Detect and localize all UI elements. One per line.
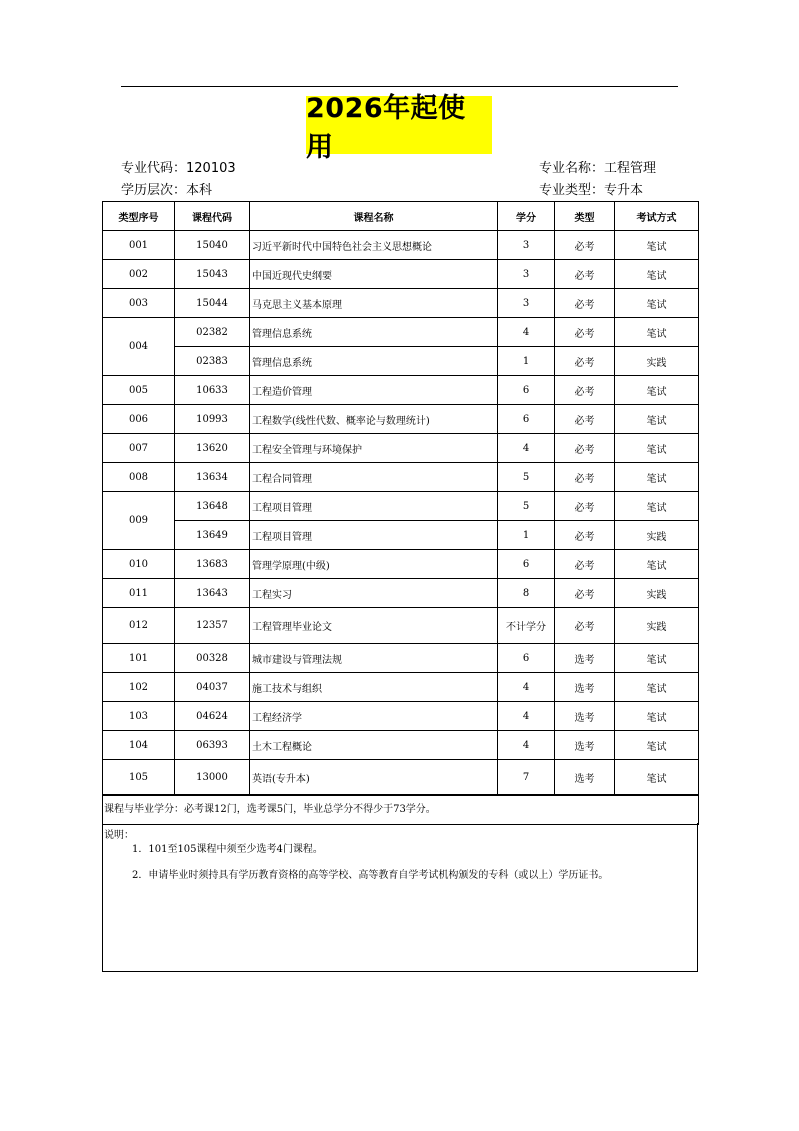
- notes-heading: 说明：: [104, 830, 134, 841]
- cell-name: 工程项目管理: [250, 521, 498, 550]
- table-row: [103, 702, 699, 731]
- cell-type: 必考: [555, 434, 615, 463]
- table-row: [103, 760, 699, 796]
- note-item: 1．101至105课程中须至少选考4门课程。: [132, 844, 323, 855]
- cell-credit: 8: [498, 579, 555, 608]
- cell-seq: 003: [103, 289, 175, 318]
- table-row: [103, 405, 699, 434]
- cell-credit: 6: [498, 644, 555, 673]
- cell-credit: 4: [498, 731, 555, 760]
- cell-seq: 101: [103, 644, 175, 673]
- cell-name: 城市建设与管理法规: [250, 644, 498, 673]
- cell-type: 选考: [555, 760, 615, 796]
- cell-exam: 实践: [615, 347, 699, 376]
- cell-type: 必考: [555, 376, 615, 405]
- cell-credit: 4: [498, 434, 555, 463]
- cell-name: 工程项目管理: [250, 492, 498, 521]
- cell-exam: 实践: [615, 579, 699, 608]
- cell-exam: 笔试: [615, 760, 699, 796]
- table-row: [103, 550, 699, 579]
- major-name-value: 工程管理: [604, 161, 657, 176]
- cell-credit: 3: [498, 289, 555, 318]
- cell-credit: 6: [498, 550, 555, 579]
- cell-type: 必考: [555, 550, 615, 579]
- major-code-label: 专业代码：: [121, 161, 187, 176]
- cell-name: 管理学原理(中级): [250, 550, 498, 579]
- cell-name: 工程实习: [250, 579, 498, 608]
- cell-type: 必考: [555, 231, 615, 260]
- cell-code: 13643: [175, 579, 250, 608]
- cell-code: 13649: [175, 521, 250, 550]
- header-credit: 学分: [498, 202, 555, 231]
- table-row: [103, 231, 699, 260]
- table-row: [103, 521, 699, 550]
- cell-exam: 实践: [615, 521, 699, 550]
- cell-exam: 笔试: [615, 289, 699, 318]
- cell-name: 土木工程概论: [250, 731, 498, 760]
- cell-exam: 笔试: [615, 550, 699, 579]
- cell-seq: 011: [103, 579, 175, 608]
- cell-credit: 5: [498, 492, 555, 521]
- cell-name: 英语(专升本): [250, 760, 498, 796]
- cell-credit: 1: [498, 347, 555, 376]
- major-code: [121, 160, 236, 178]
- cell-type: 必考: [555, 463, 615, 492]
- cell-credit: 4: [498, 673, 555, 702]
- cell-code: 04624: [175, 702, 250, 731]
- cell-seq: 001: [103, 231, 175, 260]
- cell-type: 选考: [555, 702, 615, 731]
- table-row: [103, 579, 699, 608]
- table-row: [103, 260, 699, 289]
- cell-seq: 105: [103, 760, 175, 796]
- cell-name: 马克思主义基本原理: [250, 289, 498, 318]
- cell-type: 选考: [555, 731, 615, 760]
- cell-code: 10993: [175, 405, 250, 434]
- cell-exam: 笔试: [615, 260, 699, 289]
- cell-type: 必考: [555, 405, 615, 434]
- cell-exam: 笔试: [615, 434, 699, 463]
- cell-type: 必考: [555, 579, 615, 608]
- notes-box: [102, 823, 698, 972]
- table-row: [103, 318, 699, 347]
- cell-exam: 笔试: [615, 405, 699, 434]
- cell-exam: 笔试: [615, 673, 699, 702]
- level-label: 学历层次：: [121, 183, 187, 198]
- cell-seq: 102: [103, 673, 175, 702]
- cell-code: 00328: [175, 644, 250, 673]
- cell-seq: 002: [103, 260, 175, 289]
- cell-name: 习近平新时代中国特色社会主义思想概论: [250, 231, 498, 260]
- cell-credit: 4: [498, 318, 555, 347]
- table-row: [103, 608, 699, 644]
- cell-code: 15043: [175, 260, 250, 289]
- header-name: 课程名称: [250, 202, 498, 231]
- cell-code: 06393: [175, 731, 250, 760]
- cell-type: 必考: [555, 492, 615, 521]
- cell-name: 工程安全管理与环境保护: [250, 434, 498, 463]
- cell-seq: 008: [103, 463, 175, 492]
- table-row: [103, 644, 699, 673]
- cell-code: 13000: [175, 760, 250, 796]
- course-table: [102, 201, 699, 796]
- cell-code: 10633: [175, 376, 250, 405]
- cell-credit: 5: [498, 463, 555, 492]
- major-name-label: 专业名称：: [539, 161, 605, 176]
- cell-seq: 010: [103, 550, 175, 579]
- table-row: [103, 289, 699, 318]
- cell-type: 必考: [555, 608, 615, 644]
- cell-code: 15044: [175, 289, 250, 318]
- cell-exam: 笔试: [615, 644, 699, 673]
- education-level: [121, 182, 212, 200]
- cell-code: 02383: [175, 347, 250, 376]
- header-type: 类型: [555, 202, 615, 231]
- major-type-value: 专升本: [604, 183, 644, 198]
- table-header-row: [103, 202, 699, 231]
- cell-seq: 005: [103, 376, 175, 405]
- cell-credit: 1: [498, 521, 555, 550]
- cell-name: 工程数学(线性代数、概率论与数理统计): [250, 405, 498, 434]
- cell-credit: 7: [498, 760, 555, 796]
- cell-name: 工程造价管理: [250, 376, 498, 405]
- cell-name: 施工技术与组织: [250, 673, 498, 702]
- table-row: [103, 434, 699, 463]
- cell-seq: 103: [103, 702, 175, 731]
- credit-summary: 课程与毕业学分：必考课12门，选考课5门，毕业总学分不得少于73学分。: [102, 794, 699, 825]
- header-code: 课程代码: [175, 202, 250, 231]
- cell-exam: 笔试: [615, 702, 699, 731]
- cell-code: 15040: [175, 231, 250, 260]
- cell-name: 工程合同管理: [250, 463, 498, 492]
- cell-exam: 笔试: [615, 376, 699, 405]
- cell-name: 中国近现代史纲要: [250, 260, 498, 289]
- table-row: [103, 376, 699, 405]
- cell-code: 13648: [175, 492, 250, 521]
- cell-code: 02382: [175, 318, 250, 347]
- cell-seq: 004: [103, 318, 175, 376]
- major-type-label: 专业类型：: [539, 183, 605, 198]
- cell-type: 必考: [555, 260, 615, 289]
- cell-credit: 3: [498, 231, 555, 260]
- note-item: 2．申请毕业时须持具有学历教育资格的高等学校、高等教育自学考试机构颁发的专科（或以上）学历证书。: [132, 870, 609, 881]
- cell-code: 12357: [175, 608, 250, 644]
- table-row: [103, 673, 699, 702]
- major-code-value: 120103: [186, 161, 236, 176]
- cell-seq: 009: [103, 492, 175, 550]
- cell-code: 04037: [175, 673, 250, 702]
- level-value: 本科: [186, 183, 213, 198]
- title-highlight: [306, 93, 492, 163]
- table-row: [103, 347, 699, 376]
- cell-credit: 6: [498, 405, 555, 434]
- table-row: [103, 731, 699, 760]
- cell-exam: 笔试: [615, 731, 699, 760]
- cell-credit: 3: [498, 260, 555, 289]
- cell-name: 管理信息系统: [250, 318, 498, 347]
- header-seq: 类型序号: [103, 202, 175, 231]
- cell-type: 必考: [555, 289, 615, 318]
- cell-seq: 007: [103, 434, 175, 463]
- cell-seq: 006: [103, 405, 175, 434]
- table-row: [103, 492, 699, 521]
- cell-name: 管理信息系统: [250, 347, 498, 376]
- major-type: [539, 182, 643, 200]
- table-row: [103, 463, 699, 492]
- cell-exam: 笔试: [615, 492, 699, 521]
- cell-credit: 不计学分: [498, 608, 555, 644]
- cell-code: 13683: [175, 550, 250, 579]
- cell-exam: 笔试: [615, 231, 699, 260]
- page-title: 2026年起使用: [306, 93, 466, 163]
- cell-type: 必考: [555, 347, 615, 376]
- cell-exam: 笔试: [615, 463, 699, 492]
- cell-credit: 4: [498, 702, 555, 731]
- cell-type: 必考: [555, 521, 615, 550]
- cell-type: 选考: [555, 673, 615, 702]
- cell-code: 13634: [175, 463, 250, 492]
- cell-type: 选考: [555, 644, 615, 673]
- cell-type: 必考: [555, 318, 615, 347]
- cell-seq: 012: [103, 608, 175, 644]
- cell-name: 工程管理毕业论文: [250, 608, 498, 644]
- cell-exam: 实践: [615, 608, 699, 644]
- header-exam: 考试方式: [615, 202, 699, 231]
- cell-credit: 6: [498, 376, 555, 405]
- major-name: [539, 160, 656, 178]
- cell-seq: 104: [103, 731, 175, 760]
- cell-exam: 笔试: [615, 318, 699, 347]
- cell-name: 工程经济学: [250, 702, 498, 731]
- cell-code: 13620: [175, 434, 250, 463]
